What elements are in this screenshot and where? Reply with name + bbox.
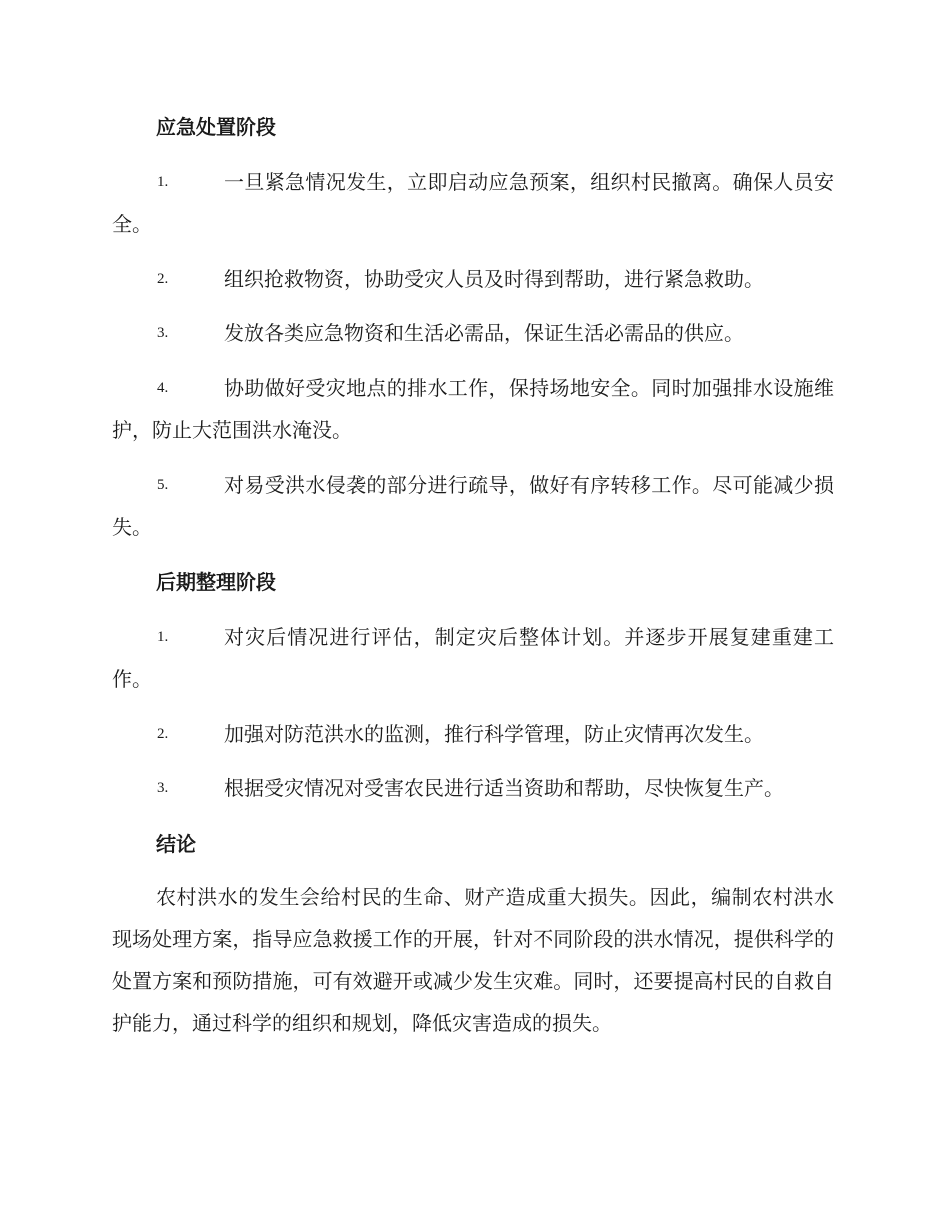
list-item — [112, 161, 834, 245]
list-item-text: 加强对防范洪水的监测，推行科学管理，防止灾情再次发生。 — [224, 722, 764, 746]
conclusion-paragraph: 农村洪水的发生会给村民的生命、财产造成重大损失。因此，编制农村洪水现场处理方案，指导应急救援工作的开展，针对不同阶段的洪水情况，提供科学的处置方案和预防措施，可有效避开或减少发生灾难。同时，还要提高村民的自救自护能力，通过科学的组织和规划，降低灾害造成的损失。 — [112, 885, 834, 1035]
list-item-text: 协助做好受灾地点的排水工作，保持场地安全。同时加强排水设施维护，防止大范围洪水淹没。 — [112, 376, 834, 442]
section-heading-emergency: 应急处置阶段 — [156, 115, 276, 139]
list-item — [112, 713, 834, 755]
list-item — [112, 616, 834, 700]
list-item-number: 1. — [157, 174, 169, 190]
section-heading-recovery: 后期整理阶段 — [156, 570, 276, 594]
list-item — [112, 767, 834, 809]
list-item-number: 3. — [157, 780, 169, 796]
list-item-number: 2. — [157, 271, 169, 287]
list-item-text: 对灾后情况进行评估，制定灾后整体计划。并逐步开展复建重建工作。 — [112, 625, 834, 691]
list-item-number: 2. — [157, 726, 169, 742]
section-heading-conclusion: 结论 — [156, 832, 196, 856]
list-item-number: 1. — [157, 629, 169, 645]
list-item — [112, 258, 834, 300]
list-item-text: 对易受洪水侵袭的部分进行疏导，做好有序转移工作。尽可能减少损失。 — [112, 473, 834, 539]
list-item-text: 发放各类应急物资和生活必需品，保证生活必需品的供应。 — [224, 321, 744, 345]
list-item-text: 根据受灾情况对受害农民进行适当资助和帮助，尽快恢复生产。 — [224, 776, 784, 800]
list-item — [112, 312, 834, 354]
list-item-number: 5. — [157, 477, 169, 493]
list-item — [112, 367, 834, 451]
list-item-text: 组织抢救物资，协助受灾人员及时得到帮助，进行紧急救助。 — [224, 267, 764, 291]
list-item-text: 一旦紧急情况发生，立即启动应急预案，组织村民撤离。确保人员安全。 — [112, 170, 834, 236]
list-item-number: 3. — [157, 325, 169, 341]
list-item — [112, 464, 834, 548]
list-item-number: 4. — [157, 380, 169, 396]
